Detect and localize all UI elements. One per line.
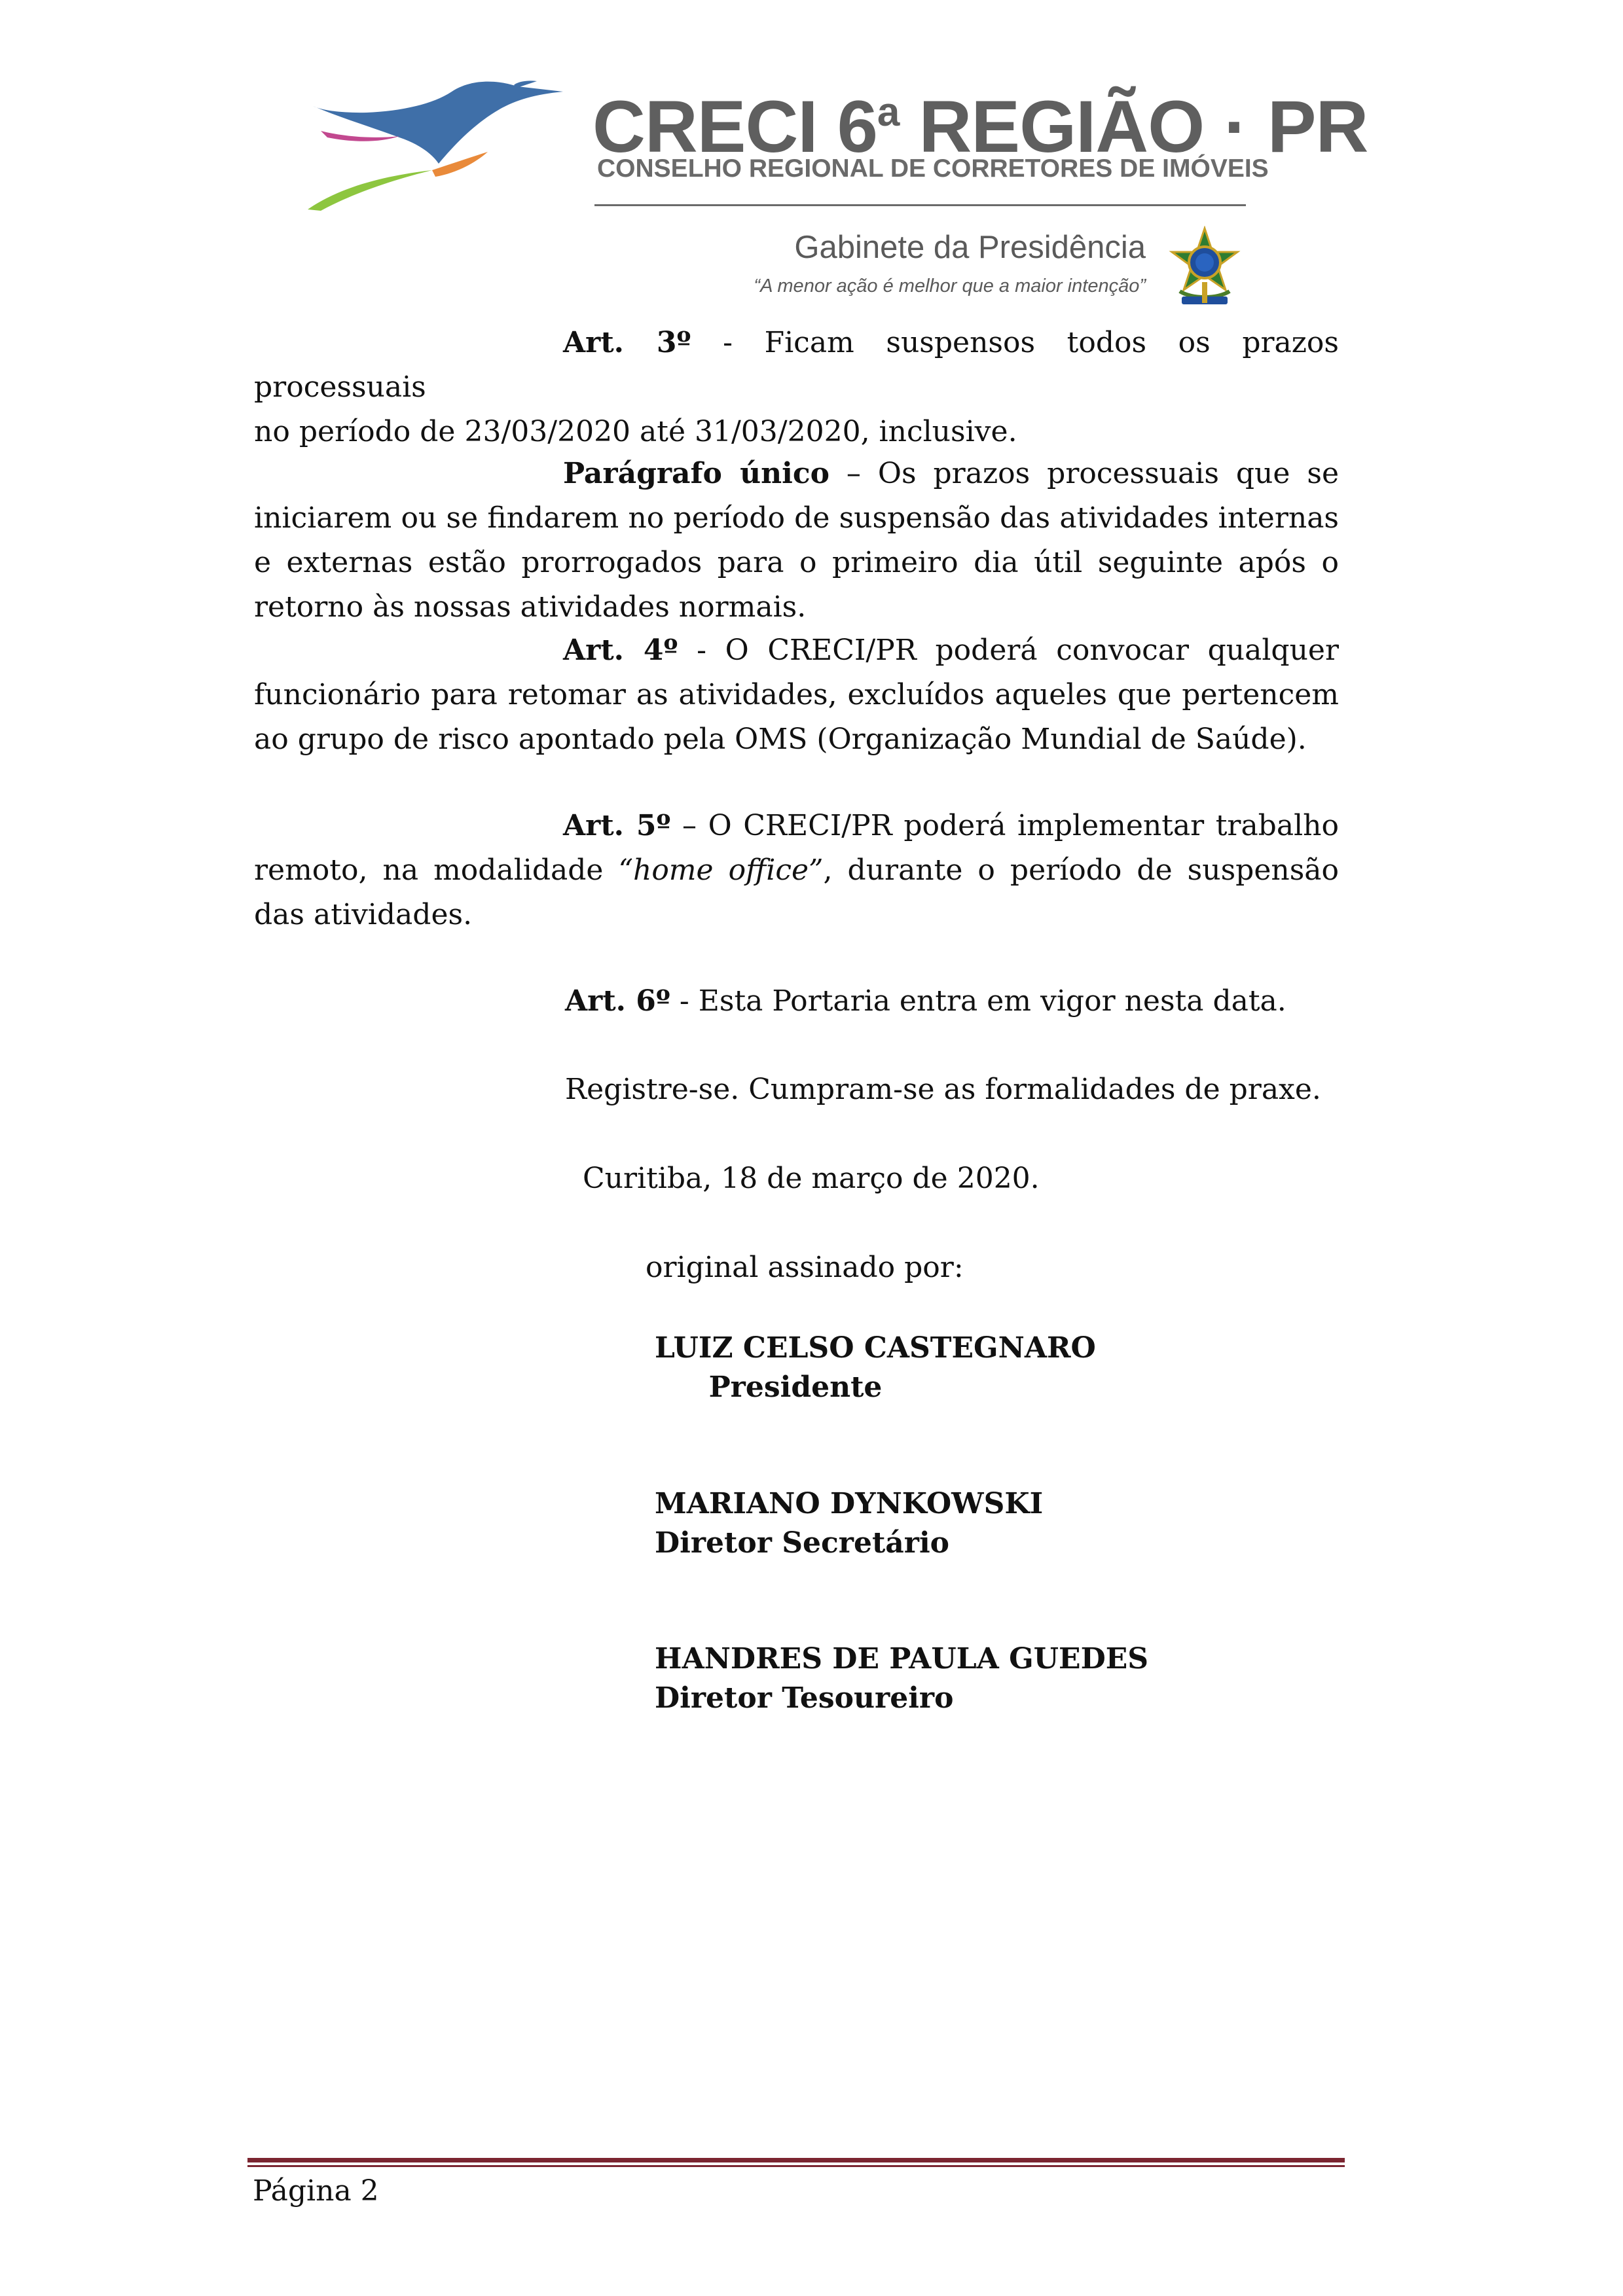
article-5: Art. 5º – O CRECI/PR poderá implementar trabalho remoto, na modalidade “home office”, durante o período de suspensão das atividades. (254, 809, 1339, 931)
office-motto: “A menor ação é melhor que a maior intenção” (754, 276, 1146, 296)
place-date: Curitiba, 18 de março de 2020. (583, 1162, 1040, 1195)
signatory-name: LUIZ CELSO CASTEGNARO (655, 1331, 1096, 1365)
brazil-coat-of-arms-icon (1165, 226, 1244, 310)
signatory-3 (655, 1640, 1149, 1718)
header-divider (594, 204, 1246, 206)
signatory-name: MARIANO DYNKOWSKI (655, 1487, 1044, 1520)
hummingbird-logo-icon (301, 65, 576, 216)
page-number: Página 2 (253, 2174, 379, 2208)
paragrafo-unico: Parágrafo único – Os prazos processuais que se iniciarem ou se findarem no período de suspensão das atividades internas e externas estão prorrogados para o primeiro dia útil seguinte após o retorno às nossas atividades normais. (254, 457, 1339, 624)
signatory-role: Presidente (708, 1371, 883, 1404)
office-title: Gabinete da Presidência (794, 230, 1146, 265)
article-3: Art. 3º - Ficam suspensos todos os prazos processuais no período de 23/03/2020 até 31/03/2020, inclusive. (254, 326, 1339, 448)
signatory-role: Diretor Secretário (655, 1526, 950, 1560)
signatory-name: HANDRES DE PAULA GUEDES (655, 1642, 1149, 1676)
signatory-role: Diretor Tesoureiro (655, 1681, 954, 1715)
footer-divider (247, 2158, 1345, 2162)
brand-subtitle: CONSELHO REGIONAL DE CORRETORES DE IMÓVEIS (597, 154, 1269, 183)
signatory-2 (655, 1484, 1044, 1563)
signatory-1 (655, 1329, 1096, 1407)
signed-by-line: original assinado por: (646, 1251, 964, 1284)
article-4: Art. 4º - O CRECI/PR poderá convocar qualquer funcionário para retomar as atividades, excluídos aqueles que pertencem ao grupo de risco apontado pela OMS (Organização Mundial de Saúde). (254, 634, 1339, 756)
registre-line: Registre-se. Cumpram-se as formalidades de praxe. (565, 1073, 1321, 1106)
brand-title: CRECI 6$^a$ REGIÃO · PR (593, 86, 1368, 168)
footer-divider-thin (247, 2165, 1345, 2167)
article-6: Art. 6º - Esta Portaria entra em vigor nesta data. (565, 984, 1286, 1018)
